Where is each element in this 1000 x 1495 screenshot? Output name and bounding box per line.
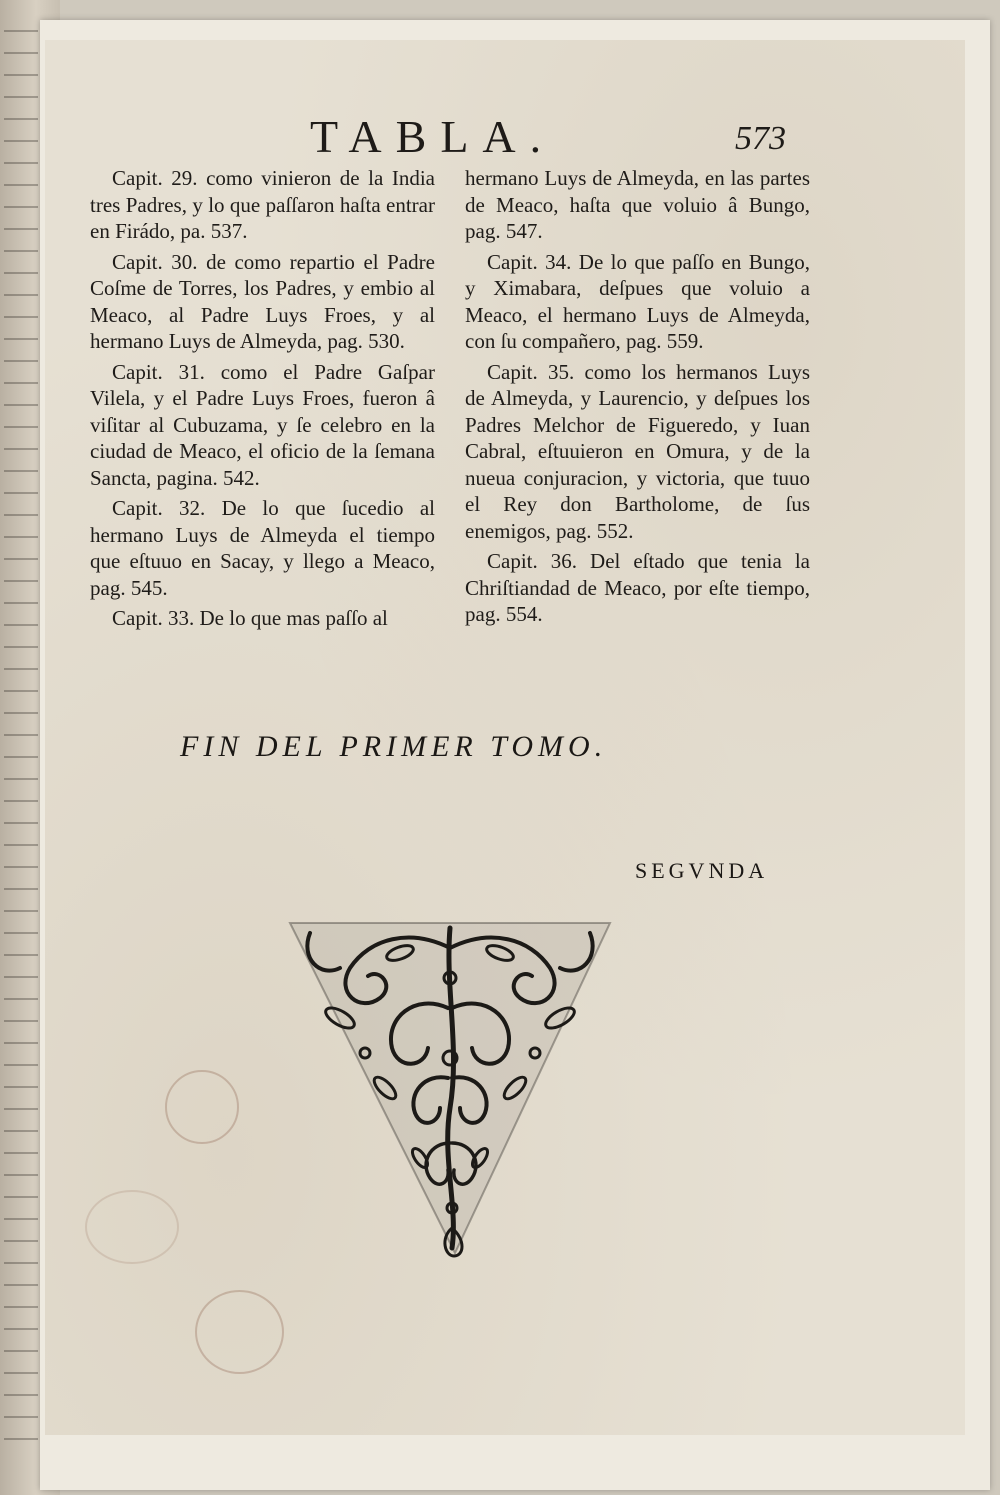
book-leaf [45, 40, 965, 1435]
fleuron-tailpiece-icon [280, 908, 620, 1268]
water-stain [195, 1290, 284, 1374]
water-stain [165, 1070, 239, 1144]
page-number: 573 [735, 120, 786, 157]
catchword: SEGVNDA [635, 858, 769, 883]
table-entry-capit-32: Capit. 32. De lo que ſucedio al hermano Luys de Almeyda el tiempo que eſtuuo en Sacay, y llego a Meaco, pag. 545. [90, 496, 435, 600]
right-column [465, 165, 810, 632]
table-entry-capit-31: Capit. 31. como el Padre Gaſpar Vilela, y el Padre Luys Froes, fueron â viſitar al Cubuzama, y ſe celebro en la ciudad de Meaco, el oficio de la ſemana Sancta, pagina. 542. [90, 359, 435, 490]
table-entry-capit-34: Capit. 34. De lo que paſſo en Bungo, y Ximabara, deſpues que voluio a Meaco, el hermano Luys de Almeyda, con ſu compañero, pag. 559. [465, 249, 810, 353]
table-entry-capit-33-continued: hermano Luys de Almeyda, en las partes de Meaco, haſta que voluio â Bungo, pag. 547. [465, 166, 810, 243]
running-head: TABLA. [310, 111, 556, 162]
water-stain [85, 1190, 179, 1264]
table-entry-capit-30: Capit. 30. de como repartio el Padre Coſme de Torres, los Padres, y embio al Meaco, al Padre Luys Froes, y al hermano Luys de Almeyda, pag. 530. [90, 249, 435, 353]
table-entry-capit-33-start: Capit. 33. De lo que mas paſſo al [112, 606, 388, 630]
table-entry-capit-35: Capit. 35. como los hermanos Luys de Almeyda, y Laurencio, y deſpues los Padres Melchor de Figueredo, y Iuan Cabral, eſtuuieron en Omura, y de la nueua conjuracion, y victoria, que tuuo el Rey don Bartholome, de ſus enemigos, pag. 552. [465, 359, 810, 543]
adjacent-page-text-lines [4, 30, 38, 1450]
left-column [90, 165, 435, 636]
table-entry-capit-36: Capit. 36. Del eſtado que tenia la Chriſtiandad de Meaco, por eſte tiempo, pag. 554. [465, 549, 810, 626]
colophon-end-of-volume: FIN DEL PRIMER TOMO. [180, 730, 608, 763]
table-entry-capit-29: Capit. 29. como vinieron de la India tres Padres, y lo que paſſaron haſta entrar en Firádo, pa. 537. [90, 166, 435, 243]
